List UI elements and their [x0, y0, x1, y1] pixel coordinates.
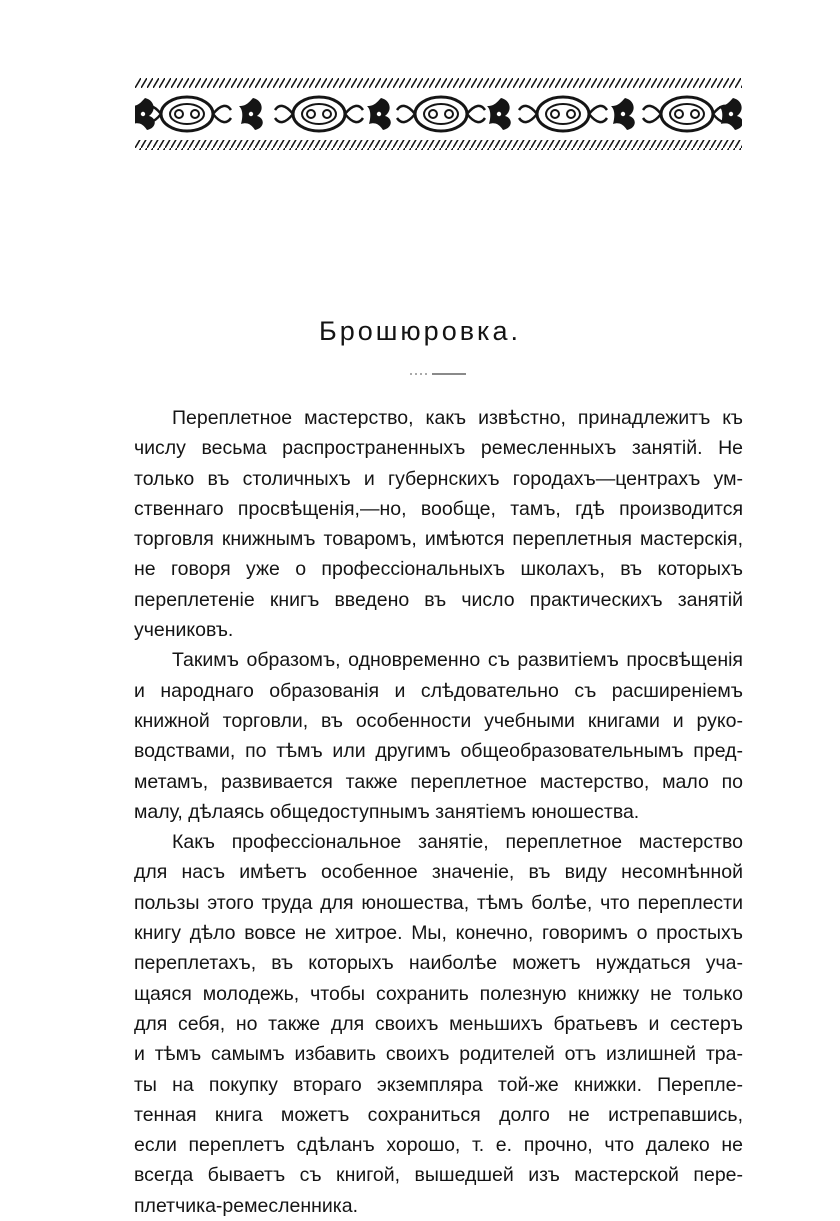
- paragraph: [134, 827, 743, 1221]
- paragraph: [134, 645, 743, 827]
- text-line: всегда бываетъ съ книгой, вышедшей изъ мастерской пере-: [134, 1164, 743, 1187]
- paragraph: [134, 403, 743, 645]
- text-line: учениковъ.: [134, 619, 234, 642]
- text-line: ственнаго просвѣщенія,—но, вообще, тамъ, гдѣ производится: [134, 497, 743, 520]
- text-line: только въ столичныхъ и губернскихъ городахъ—центрахъ ум-: [134, 467, 743, 490]
- text-line: если переплетъ сдѣланъ хорошо, т. е. прочно, что далеко не: [134, 1134, 743, 1157]
- text-line: числу весьма распространенныхъ ремесленныхъ занятій. Не: [134, 437, 743, 460]
- chapter-body: [134, 403, 743, 1221]
- text-line: пользы этого труда для юношества, тѣмъ болѣе, что переплести: [134, 891, 743, 914]
- text-line: и тѣмъ самымъ избавить своихъ родителей отъ излишней тра-: [134, 1043, 743, 1066]
- text-line: переплетахъ, въ которыхъ наиболѣе можетъ нуждаться уча-: [134, 952, 743, 975]
- text-line: тенная книга можетъ сохраниться долго не истрепавшись,: [134, 1103, 743, 1126]
- text-line: книгу дѣло вовсе не хитрое. Мы, конечно, говоримъ о простыхъ: [134, 922, 743, 945]
- text-line: Такимъ образомъ, одновременно съ развитіемъ просвѣщенія: [172, 649, 743, 672]
- ornament-border-graphic: [135, 78, 742, 150]
- text-line: и народнаго образованія и слѣдовательно съ расширеніемъ: [134, 679, 743, 702]
- text-line: Какъ профессіональное занятіе, переплетное мастерство: [172, 831, 743, 854]
- text-line: плетчика-ремесленника.: [134, 1194, 358, 1217]
- text-line: водствами, по тѣмъ или другимъ общеобразовательнымъ пред-: [134, 740, 743, 763]
- chapter-title: Брошюровка.: [319, 316, 521, 346]
- text-line: книжной торговли, въ особенности учебными книгами и руко-: [134, 709, 743, 732]
- text-line: Переплетное мастерство, какъ извѣстно, принадлежитъ къ: [172, 407, 743, 429]
- text-line: для насъ имѣетъ особенное значеніе, въ виду несомнѣнной: [134, 861, 743, 884]
- text-line: малу, дѣлаясь общедоступнымъ занятіемъ юношества.: [134, 800, 640, 823]
- text-line: метамъ, развивается также переплетное мастерство, мало по: [134, 770, 743, 793]
- text-line: ты на покупку втораго экземпляра той-же книжки. Перепле-: [134, 1073, 743, 1096]
- decorative-headpiece: [135, 78, 742, 150]
- text-line: торговля книжнымъ товаромъ, имѣются переплетныя мастерскія,: [134, 528, 743, 551]
- text-line: щаяся молодежь, чтобы сохранить полезную книжку не только: [134, 982, 743, 1005]
- text-line: переплетеніе книгъ введено въ число практическихъ занятій: [134, 588, 743, 611]
- title-divider: [410, 372, 466, 376]
- text-line: для себя, но также для своихъ меньшихъ братьевъ и сестеръ: [134, 1012, 743, 1035]
- text-line: не говоря уже о профессіональныхъ школахъ, въ которыхъ: [134, 558, 743, 581]
